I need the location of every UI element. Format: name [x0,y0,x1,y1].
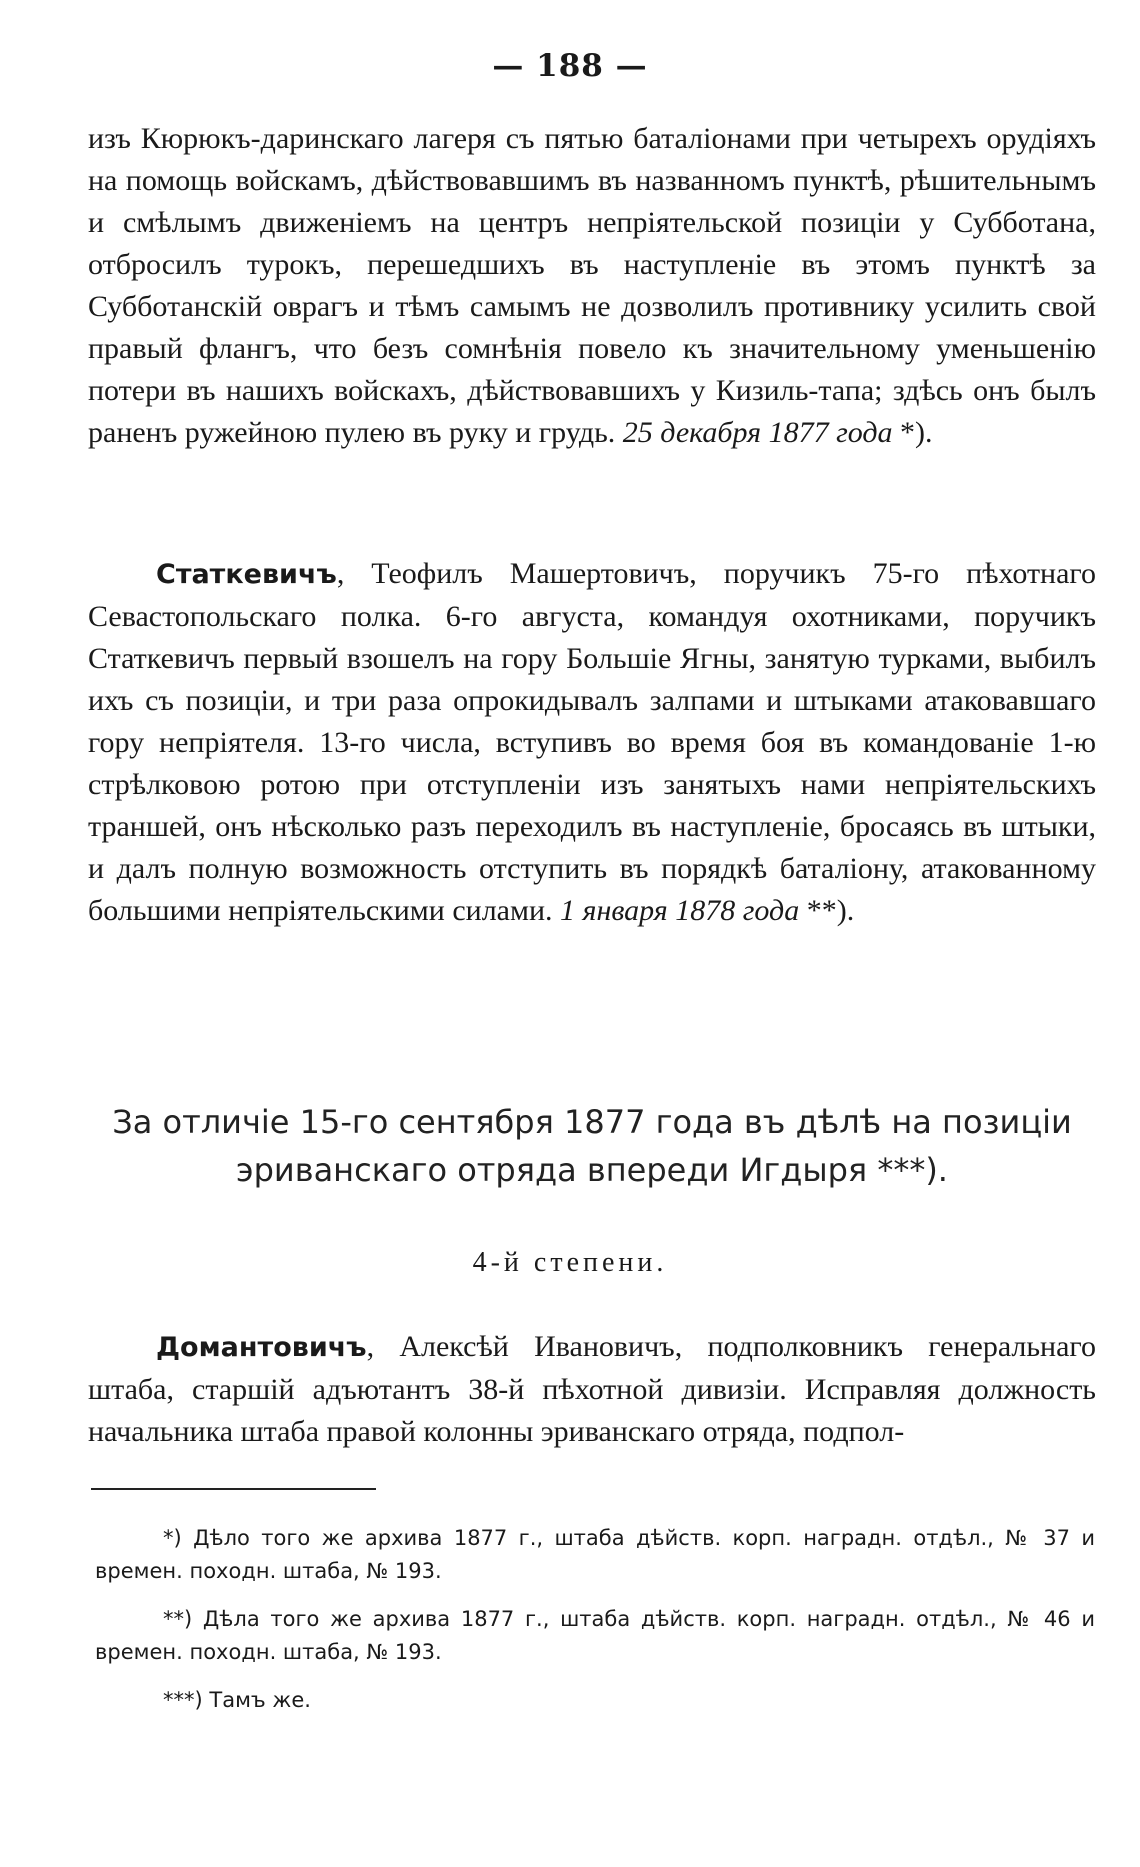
footnote: **) Дѣла того же архива 1877 г., штаба дѣйств. корп. наградн. отдѣл., № 46 и времен. походн. штаба, № 193. [95,1607,1095,1664]
degree-heading: 4-й степени. [472,1247,668,1278]
footnote-mark: **). [806,894,855,927]
page-number: — 188 — [492,48,648,84]
entry-statkevich [88,553,1096,932]
section-heading-line: эриванскаго отряда впереди Игдыря ***). [236,1151,948,1189]
paragraph-continuation [88,118,1096,454]
section-heading-line: За отличіе 15-го сентября 1877 года въ дѣлѣ на позиціи [112,1103,1072,1141]
section-heading [88,1098,1096,1194]
entry-text: , Теофилъ Машертовичъ, поручикъ 75-го пѣхотнаго Севастопольскаго полка. 6-го августа, командуя охотниками, поручикъ Статкевичъ первый взошелъ на гору Большіе Ягны, занятую турками, выбилъ ихъ съ позиціи, и три раза опрокидывалъ залпами и штыками атаковавшаго гору непріятеля. 13-го числа, вступивъ во время боя въ командованіе 1-ю стрѣлковою ротою при отступленіи изъ занятыхъ нами непріятельскихъ траншей, онъ нѣсколько разъ переходилъ въ наступленіе, бросаясь въ штыки, и далъ полную возможность отступить въ порядкѣ баталіону, атакованному большими непріятельскими силами. [88,557,1096,927]
footnote: ***) Тамъ же. [163,1688,311,1712]
entry-name: Статкевичъ [156,559,337,590]
entry-domantovich [88,1326,1096,1453]
footnote-mark: *). [900,416,933,449]
award-date: 1 января 1878 года [560,894,800,927]
footnote: *) Дѣло того же архива 1877 г., штаба дѣйств. корп. наградн. отдѣл., № 37 и времен. походн. штаба, № 193. [95,1526,1095,1583]
paragraph-text: изъ Кюрюкъ-даринскаго лагеря съ пятью баталіонами при четырехъ орудіяхъ на помощь войскамъ, дѣйствовавшимъ въ названномъ пунктѣ, рѣшительнымъ и смѣлымъ движеніемъ на центръ непріятельской позиціи у Субботана, отбросилъ турокъ, перешедшихъ въ наступленіе въ этомъ пунктѣ за Субботанскій оврагъ и тѣмъ самымъ не дозволилъ противнику усилить свой правый флангъ, что безъ сомнѣнія повело къ значительному уменьшенію потери въ нашихъ войскахъ, дѣйствовавшихъ у Кизиль-тапа; здѣсь онъ былъ раненъ ружейною пулею въ руку и грудь. [88,122,1096,449]
footnote-divider [91,1488,376,1490]
entry-name: Домантовичъ [156,1332,367,1363]
award-date: 25 декабря 1877 года [622,416,893,449]
entry-text: , Алексѣй Ивановичъ, подполковникъ генеральнаго штаба, старшій адъютантъ 38-й пѣхотной дивизіи. Исправляя должность начальника штаба правой колонны эриванскаго отряда, подпол- [88,1330,1096,1448]
